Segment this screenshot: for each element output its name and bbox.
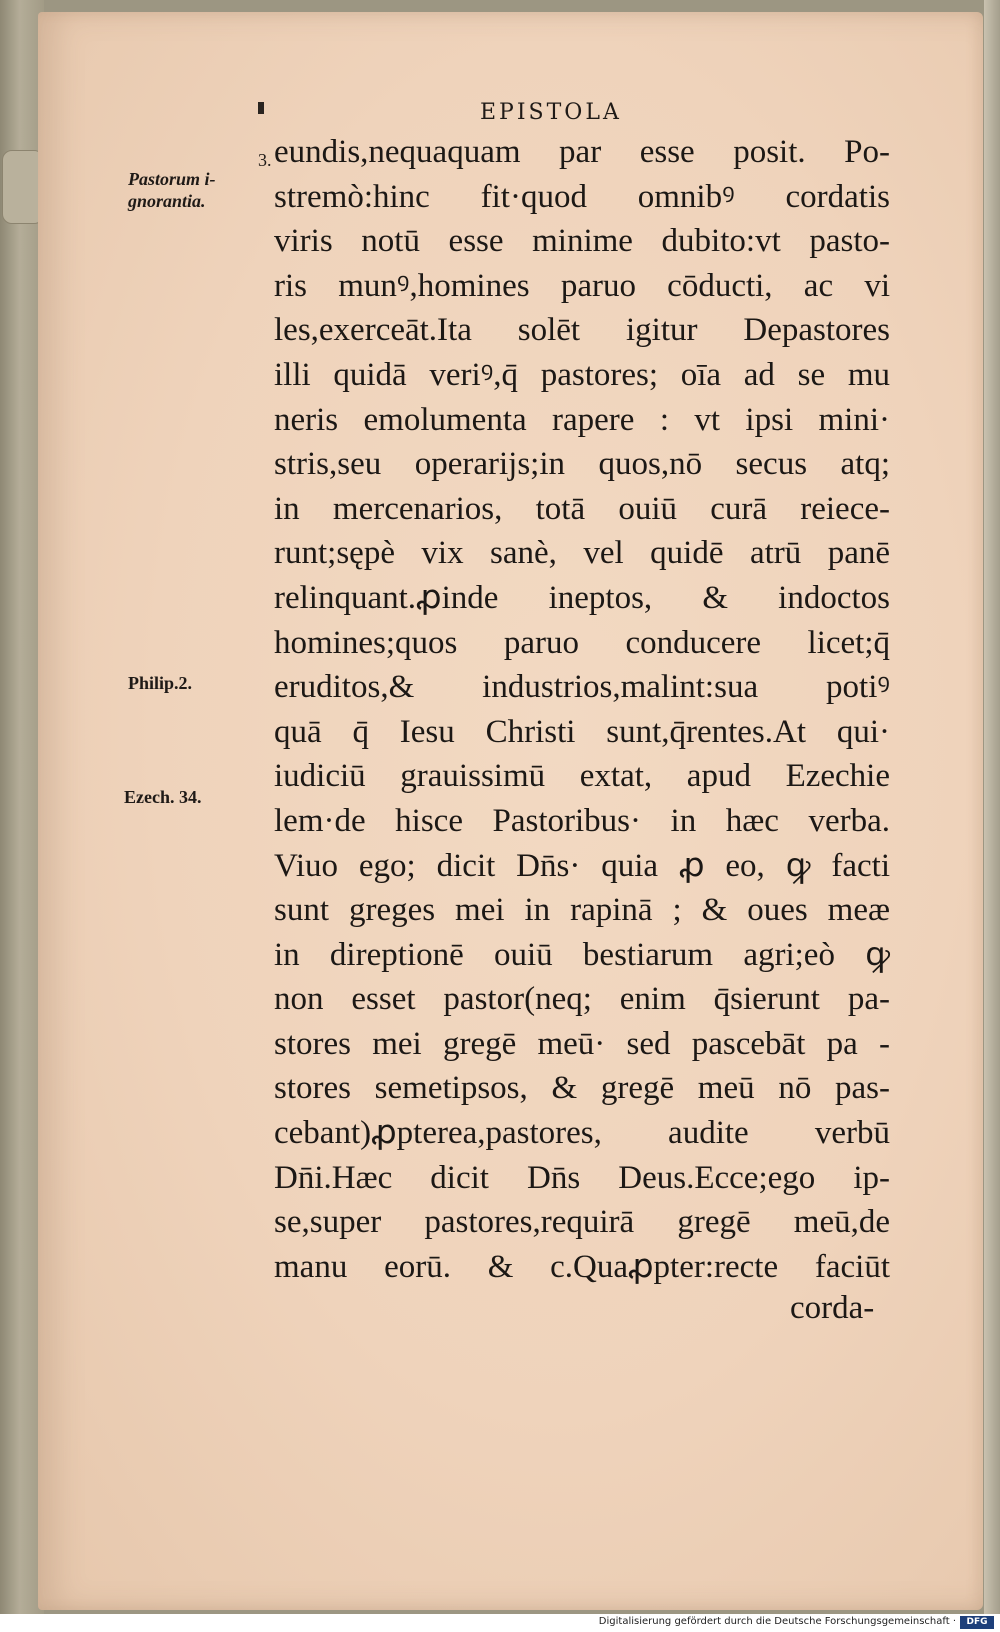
- dfg-logo-icon[interactable]: DFG: [960, 1616, 994, 1629]
- text-line: neris emolumenta rapere : vt ipsi mini·: [274, 401, 890, 438]
- text-line: runt;sępè vix sanè, vel quidē atrū panē: [274, 535, 890, 572]
- text-line: relinquant.ꝓinde ineptos, & indoctos: [274, 579, 890, 616]
- funding-notice: Digitalisierung gefördert durch die Deutsche Forschungsgemeinschaft ·: [598, 1616, 956, 1627]
- margin-note-line: Ezech. 34.: [124, 787, 202, 807]
- text-line: lem·de hisce Pastoribus· in hæc verba.: [274, 802, 890, 839]
- text-line: homines;quos paruo conducere licet;q̄: [274, 624, 890, 661]
- running-head: EPISTOLA: [480, 100, 622, 125]
- margin-note-line: Philip.2.: [128, 673, 193, 693]
- text-line: stores semetipsos, & gregē meū nō pas-: [274, 1070, 890, 1107]
- text-line: stris,seu operarijs;in quos,nō secus atq;: [274, 446, 890, 483]
- digitization-footer: [0, 1614, 1000, 1632]
- margin-note-ezech: [124, 786, 201, 808]
- text-line: iudiciū grauissimū extat, apud Ezechie: [274, 758, 890, 795]
- text-line: in direptionē ouiū bestiarum agri;eò ꝙ: [274, 936, 890, 973]
- text-line: se,super pastores,requirā gregē meū,de: [274, 1204, 890, 1241]
- text-line: illi quidā veriꝰ,q̄ pastores; oīa ad se mu: [274, 356, 890, 393]
- text-line: stores mei gregē meū· sed pascebāt pa -: [274, 1025, 890, 1062]
- text-line: in mercenarios, totā ouiū curā reiece-: [274, 490, 890, 527]
- folio-mark: [258, 102, 264, 114]
- text-line: sunt greges mei in rapinā ; & oues meæ: [274, 892, 890, 929]
- text-line: ris munꝰ,homines paruo cōducti, ac vi: [274, 267, 890, 304]
- text-line: eruditos,& industrios,malint:sua potiꝰ: [274, 669, 890, 706]
- margin-note-philip: [128, 672, 192, 694]
- text-line: non esset pastor(neq; enim q̄sierunt pa-: [274, 981, 890, 1018]
- text-line: cebant)ꝓpterea,pastores, audite verbū: [274, 1115, 890, 1152]
- body-text: [274, 130, 890, 1289]
- text-line: viris notū esse minime dubito:vt pasto-: [274, 223, 890, 260]
- text-line: les,exerceāt.Ita solēt igitur Depastores: [274, 312, 890, 349]
- margin-note-line: Pastorum i-: [128, 169, 216, 189]
- catchword: corda-: [790, 1290, 875, 1326]
- text-line: stremò:hinc fit·quod omnibꝰ cordatis: [274, 178, 890, 215]
- margin-note-pastorum: [128, 168, 216, 212]
- text-line: eundis,nequaquam par esse posit. Po-: [274, 134, 890, 170]
- text-line: Viuo ego; dicit Dn̄s· quia ꝓ eo, ꝙ facti: [274, 847, 890, 884]
- margin-note-line: gnorantia.: [128, 191, 206, 211]
- signature-number: 3.: [258, 150, 272, 170]
- text-line: manu eorū. & c.Quaꝓpter:recte faciūt: [274, 1248, 890, 1285]
- text-line: quā q̄ Iesu Christi sunt,q̄rentes.At qui·: [274, 713, 890, 750]
- binding-board-right: [984, 0, 1000, 1614]
- text-line: Dn̄i.Hæc dicit Dn̄s Deus.Ecce;ego ip-: [274, 1159, 890, 1196]
